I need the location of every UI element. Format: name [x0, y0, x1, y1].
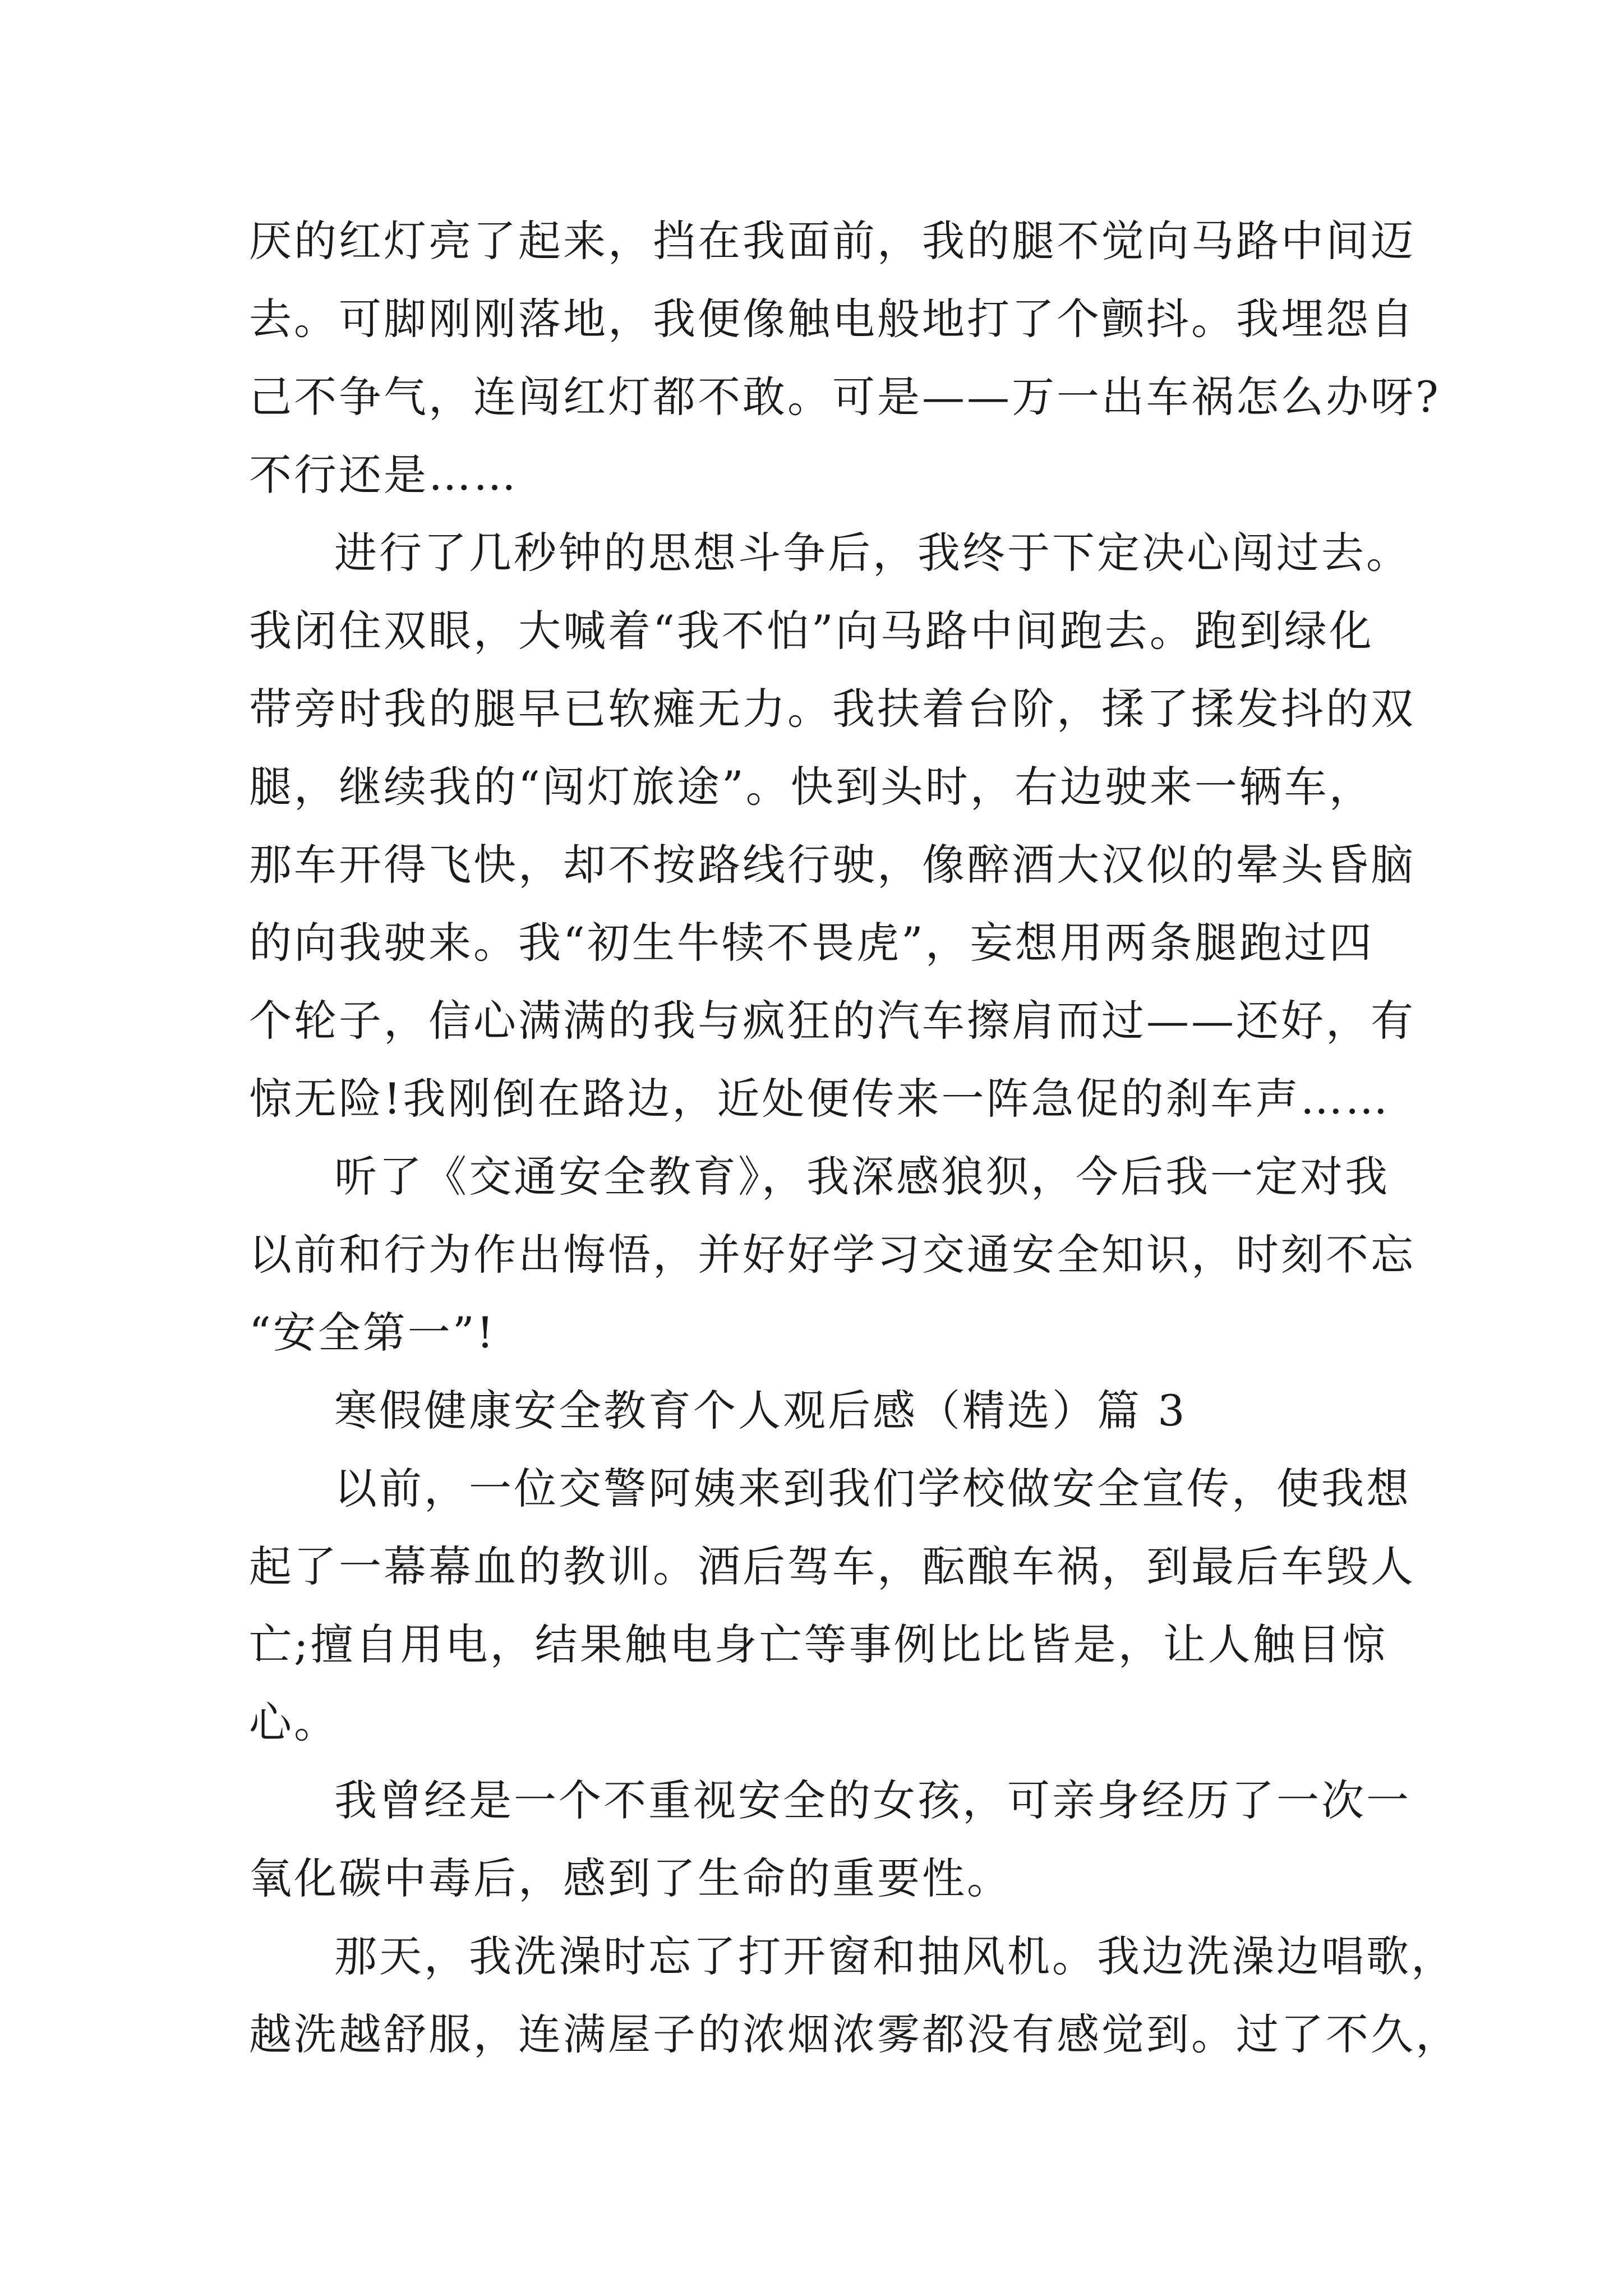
- text-line: 的向我驶来。我“初生牛犊不畏虎”，妄想用两条腿跑过四: [249, 918, 1374, 968]
- body-text: [249, 202, 1460, 2073]
- text-line: 我闭住双眼，大喊着“我不怕”向马路中间跑去。跑到绿化: [249, 606, 1374, 656]
- text-line: 己不争气，连闯红灯都不敢。可是——万一出车祸怎么办呀?: [249, 372, 1441, 422]
- text-line: 越洗越舒服，连满屋子的浓烟浓雾都没有感觉到。过了不久，: [249, 2009, 1460, 2059]
- text-line: 以前和行为作出悔悟，并好好学习交通安全知识，时刻不忘: [249, 1230, 1415, 1280]
- text-line: 去。可脚刚刚落地，我便像触电般地打了个颤抖。我埋怨自: [249, 294, 1415, 344]
- text-line: 进行了几秒钟的思想斗争后，我终于下定决心闯过去。: [334, 528, 1411, 578]
- text-line: 个轮子，信心满满的我与疯狂的汽车擦肩而过——还好，有: [249, 996, 1415, 1046]
- text-line: 我曾经是一个不重视安全的女孩，可亲身经历了一次一: [334, 1775, 1411, 1825]
- text-line: 起了一幕幕血的教训。酒后驾车，酝酿车祸，到最后车毁人: [249, 1542, 1415, 1591]
- text-line: 惊无险!我刚倒在路边，近处便传来一阵急促的刹车声……: [249, 1074, 1390, 1124]
- text-line: 厌的红灯亮了起来，挡在我面前，我的腿不觉向马路中间迈: [249, 216, 1415, 266]
- text-line: 亡;擅自用电，结果触电身亡等事例比比皆是，让人触目惊: [249, 1619, 1387, 1669]
- text-line: 带旁时我的腿早已软瘫无力。我扶着台阶，揉了揉发抖的双: [249, 684, 1415, 734]
- section-heading: 寒假健康安全教育个人观后感（精选）篇 3: [334, 1386, 1187, 1435]
- text-line: 那天，我洗澡时忘了打开窗和抽风机。我边洗澡边唱歌，: [334, 1931, 1456, 1981]
- text-line: 腿，继续我的“闯灯旅途”。快到头时，右边驶来一辆车，: [249, 762, 1374, 812]
- text-line: “安全第一”!: [249, 1308, 496, 1358]
- text-line: 以前，一位交警阿姨来到我们学校做安全宣传，使我想: [334, 1464, 1411, 1513]
- text-line: 那车开得飞快，却不按路线行驶，像醉酒大汉似的晕头昏脑: [249, 840, 1415, 890]
- text-line: 心。: [249, 1697, 339, 1747]
- text-line: 听了《交通安全教育》，我深感狼狈，今后我一定对我: [334, 1152, 1390, 1202]
- text-line: 氧化碳中毒后，感到了生命的重要性。: [249, 1853, 1012, 1903]
- text-line: 不行还是……: [249, 450, 518, 500]
